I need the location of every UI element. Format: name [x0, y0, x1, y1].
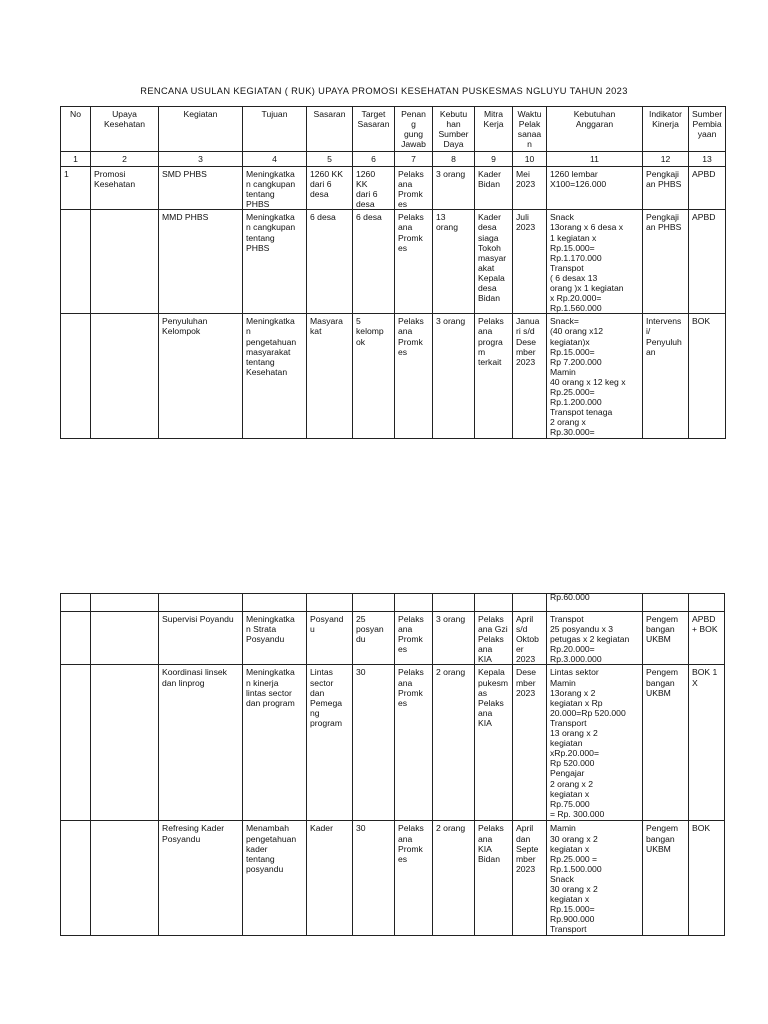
cell-empty	[395, 594, 433, 612]
cell-sumber-daya: 3 orang	[433, 314, 475, 439]
header-cell: Mitra Kerja	[475, 107, 513, 152]
cell-tujuan: Meningkatka n Strata Posyandu	[243, 612, 307, 665]
cell-tujuan: Meningkatka n cangkupan tentang PHBS	[243, 210, 307, 314]
table-row	[61, 210, 726, 314]
cell-empty	[643, 594, 689, 612]
cell-waktu: Janua ri s/d Dese mber 2023	[513, 314, 547, 439]
header-cell: Sumber Pembia yaan	[689, 107, 726, 152]
cell-empty	[353, 594, 395, 612]
cell-upaya	[91, 665, 159, 821]
cell-empty	[91, 594, 159, 612]
cell-penanggung-jawab: Pelaks ana Promk es	[395, 314, 433, 439]
cell-target: 1260 KK dari 6 desa	[353, 167, 395, 210]
cell-sasaran: 1260 KK dari 6 desa	[307, 167, 353, 210]
header-cell: Tujuan	[243, 107, 307, 152]
cell-target: 30	[353, 665, 395, 821]
cell-waktu: April dan Septe mber 2023	[513, 821, 547, 936]
cell-sumber-daya: 13 orang	[433, 210, 475, 314]
cell-kegiatan: Refresing Kader Posyandu	[159, 821, 243, 936]
cell-anggaran: Transpot 25 posyandu x 3 petugas x 2 kegiatan Rp.20.000= Rp.3.000.000	[547, 612, 643, 665]
cell-no	[61, 665, 91, 821]
cell-anggaran: Lintas sektor Mamin 13orang x 2 kegiatan x Rp 20.000=Rp 520.000 Transport 13 orang x 2 kegiatan xRp.20.000= Rp 520.000 Pengajar 2 orang x 2 kegiatan x Rp.75.000 = Rp. 300.000	[547, 665, 643, 821]
cell-sasaran: 6 desa	[307, 210, 353, 314]
cell-indikator: Pengem bangan UKBM	[643, 821, 689, 936]
header-cell: Penan g gung Jawab	[395, 107, 433, 152]
header-cell: Sasaran	[307, 107, 353, 152]
cell-penanggung-jawab: Pelaks ana Promk es	[395, 210, 433, 314]
column-number: 13	[689, 152, 726, 167]
cell-indikator: Pengem bangan UKBM	[643, 612, 689, 665]
cell-target: 25 posyan du	[353, 612, 395, 665]
table-row	[61, 314, 726, 439]
cell-anggaran	[547, 594, 643, 612]
document-title: RENCANA USULAN KEGIATAN ( RUK) UPAYA PROMOSI KESEHATAN PUSKESMAS NGLUYU TAHUN 2023	[140, 86, 628, 96]
cell-indikator: Intervens i/ Penyuluh an	[643, 314, 689, 439]
cell-kegiatan: Koordinasi linsek dan linprog	[159, 665, 243, 821]
cell-tujuan: Meningkatka n kinerja lintas sector dan program	[243, 665, 307, 821]
cell-penanggung-jawab: Pelaks ana Promk es	[395, 821, 433, 936]
cell-kegiatan: Penyuluhan Kelompok	[159, 314, 243, 439]
header-cell: Kebutuhan Anggaran	[547, 107, 643, 152]
header-cell: Indikator Kinerja	[643, 107, 689, 152]
cell-mitra: Pelaks ana progra m terkait	[475, 314, 513, 439]
cell-sasaran: Posyand u	[307, 612, 353, 665]
cell-upaya	[91, 612, 159, 665]
cell-upaya	[91, 314, 159, 439]
cell-upaya	[91, 210, 159, 314]
cell-indikator: Pengkaji an PHBS	[643, 210, 689, 314]
cell-sumber-biaya: APBD	[689, 210, 726, 314]
column-number: 5	[307, 152, 353, 167]
cell-sasaran: Lintas sector dan Pemega ng program	[307, 665, 353, 821]
cell-target: 6 desa	[353, 210, 395, 314]
cell-mitra: Kader desa siaga Tokoh masyar akat Kepala desa Bidan	[475, 210, 513, 314]
cell-empty	[243, 594, 307, 612]
cell-empty	[513, 594, 547, 612]
cell-no: 1	[61, 167, 91, 210]
header-row	[61, 107, 726, 152]
cell-sumber-biaya: APBD + BOK	[689, 612, 725, 665]
cell-sumber-daya: 3 orang	[433, 167, 475, 210]
cell-indikator: Pengkaji an PHBS	[643, 167, 689, 210]
column-number: 12	[643, 152, 689, 167]
cell-sumber-biaya: BOK	[689, 314, 726, 439]
table-row	[61, 167, 726, 210]
cell-sasaran: Kader	[307, 821, 353, 936]
table-row	[61, 665, 725, 821]
cell-target: 30	[353, 821, 395, 936]
cell-target: 5 kelomp ok	[353, 314, 395, 439]
cell-tujuan: Meningkatka n cangkupan tentang PHBS	[243, 167, 307, 210]
cell-no	[61, 210, 91, 314]
cell-no	[61, 612, 91, 665]
header-cell: Upaya Kesehatan	[91, 107, 159, 152]
cell-penanggung-jawab: Pelaks ana Promk es	[395, 612, 433, 665]
cell-no	[61, 821, 91, 936]
cell-empty	[159, 594, 243, 612]
cell-sumber-daya: 2 orang	[433, 665, 475, 821]
column-number: 3	[159, 152, 243, 167]
cell-anggaran: Snack= (40 orang x12 kegiatan)x Rp.15.000= Rp 7.200.000 Mamin 40 orang x 12 keg x Rp.25.000= Rp.1.200.000 Transpot tenaga 2 orang x Rp.30.000=	[547, 314, 643, 439]
table-row	[61, 821, 725, 936]
cell-sumber-biaya: BOK	[689, 821, 725, 936]
header-cell: Kebutu han Sumber Daya	[433, 107, 475, 152]
header-cell: No	[61, 107, 91, 152]
cell-indikator: Pengem bangan UKBM	[643, 665, 689, 821]
cell-upaya: Promosi Kesehatan	[91, 167, 159, 210]
column-number: 11	[547, 152, 643, 167]
cell-kegiatan: MMD PHBS	[159, 210, 243, 314]
column-number: 4	[243, 152, 307, 167]
cell-mitra: Kepala pukesm as Pelaks ana KIA	[475, 665, 513, 821]
column-number-row	[61, 152, 726, 167]
cell-penanggung-jawab: Pelaks ana Promk es	[395, 167, 433, 210]
cell-empty	[307, 594, 353, 612]
header-cell: Kegiatan	[159, 107, 243, 152]
cell-waktu: Mei 2023	[513, 167, 547, 210]
cell-tujuan: Menambah pengetahuan kader tentang posyandu	[243, 821, 307, 936]
header-cell: Target Sasaran	[353, 107, 395, 152]
column-number: 7	[395, 152, 433, 167]
cell-penanggung-jawab: Pelaks ana Promk es	[395, 665, 433, 821]
header-cell: Waktu Pelak sanaa n	[513, 107, 547, 152]
continuation-text: Rp.60.000	[550, 593, 590, 602]
cell-mitra: Kader Bidan	[475, 167, 513, 210]
ruk-table-page-2	[60, 593, 725, 936]
cell-kegiatan: Supervisi Poyandu	[159, 612, 243, 665]
cell-tujuan: Meningkatka n pengetahuan masyarakat tentang Kesehatan	[243, 314, 307, 439]
cell-mitra: Pelaks ana KIA Bidan	[475, 821, 513, 936]
cell-mitra: Pelaks ana Gzi Pelaks ana KIA	[475, 612, 513, 665]
cell-empty	[61, 594, 91, 612]
cell-sumber-daya: 2 orang	[433, 821, 475, 936]
cell-anggaran: Mamin 30 orang x 2 kegiatan x Rp.25.000 = Rp.1.500.000 Snack 30 orang x 2 kegiatan x Rp.15.000= Rp.900.000 Transport	[547, 821, 643, 936]
column-number: 9	[475, 152, 513, 167]
cell-empty	[689, 594, 725, 612]
cell-waktu: Dese mber 2023	[513, 665, 547, 821]
ruk-table-page-1	[60, 106, 726, 439]
column-number: 6	[353, 152, 395, 167]
column-number: 1	[61, 152, 91, 167]
table-row	[61, 612, 725, 665]
cell-sasaran: Masyara kat	[307, 314, 353, 439]
cell-waktu: April s/d Oktob er 2023	[513, 612, 547, 665]
cell-sumber-biaya: APBD	[689, 167, 726, 210]
cell-no	[61, 314, 91, 439]
cell-empty	[433, 594, 475, 612]
column-number: 10	[513, 152, 547, 167]
cell-sumber-daya: 3 orang	[433, 612, 475, 665]
cell-anggaran: Snack 13orang x 6 desa x 1 kegiatan x Rp.15.000= Rp.1.170.000 Transpot ( 6 desax 13 orang )x 1 kegiatan x Rp.20.000= Rp.1.560.000	[547, 210, 643, 314]
cell-sumber-biaya: BOK 1 X	[689, 665, 725, 821]
continuation-row	[61, 594, 725, 612]
column-number: 2	[91, 152, 159, 167]
cell-anggaran: 1260 lembar X100=126.000	[547, 167, 643, 210]
column-number: 8	[433, 152, 475, 167]
cell-kegiatan: SMD PHBS	[159, 167, 243, 210]
cell-empty	[475, 594, 513, 612]
cell-upaya	[91, 821, 159, 936]
cell-waktu: Juli 2023	[513, 210, 547, 314]
